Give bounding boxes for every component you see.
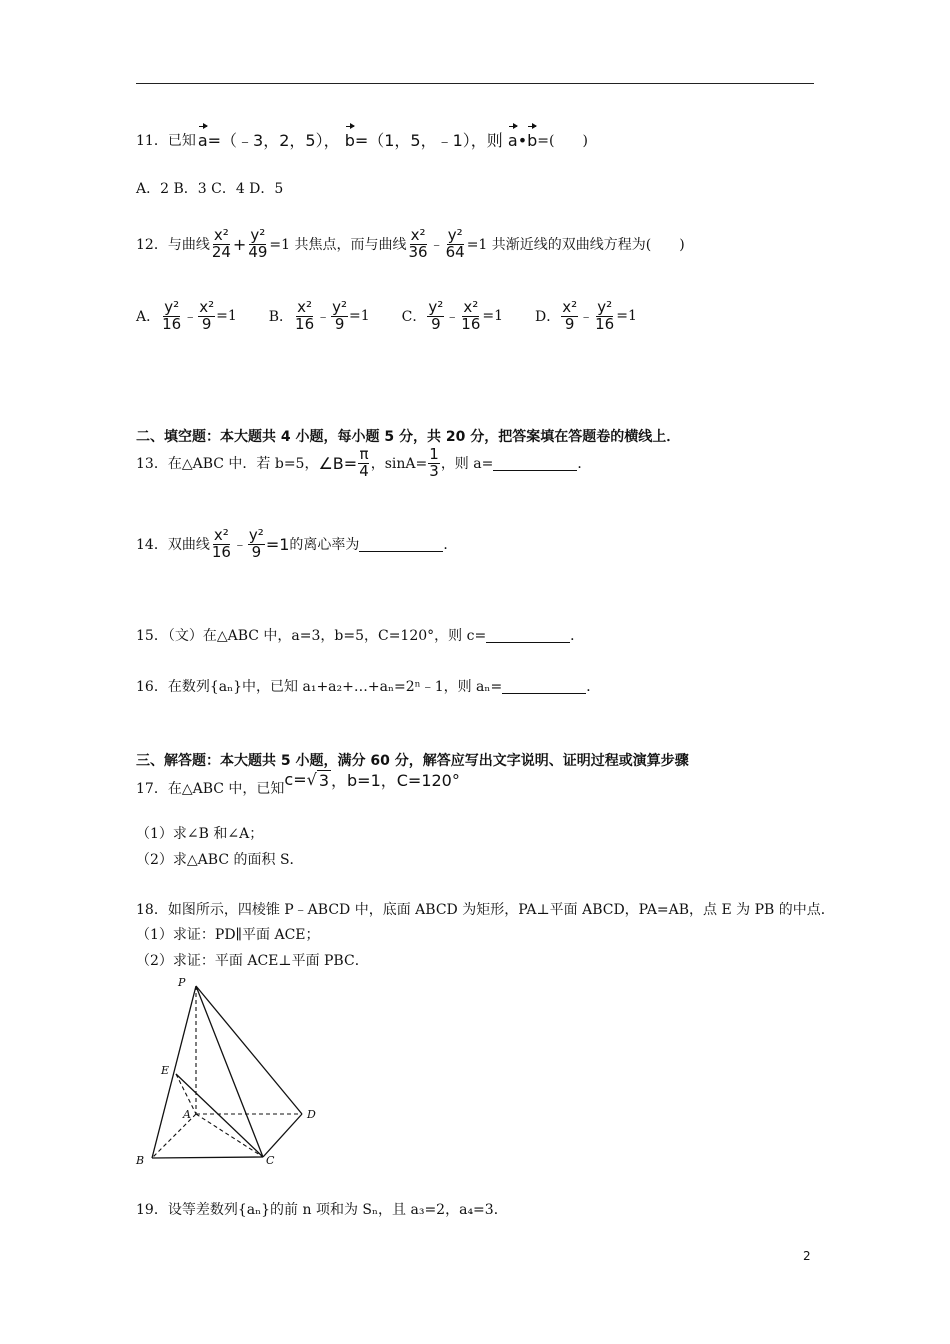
q17-sub-2: （2）求△ABC 的面积 S．	[136, 852, 304, 868]
q12-option-c: C． $\frac{\text{y²}}{9}$ ﹣ $\frac{\text{x²}}{16}$ =1	[401, 298, 504, 333]
sqrt-symbol: √ 3	[306, 769, 329, 790]
q11-options: A．2 B．3 C．4 D．5	[136, 181, 284, 197]
question-16: 16．在数列{aₙ}中，已知 a₁+a₂+…+aₙ=2ⁿ﹣1，则 aₙ= ．	[136, 679, 601, 695]
answer-blank[interactable]	[359, 537, 443, 552]
section-2-heading: 二、填空题：本大题共 4 小题，每小题 5 分，共 20 分，把答案填在答题卷的横线上．	[136, 429, 681, 445]
q11-tail: =( )	[537, 132, 588, 149]
question-15: 15．（文）在△ABC 中，a=3，b=5，C=120°，则 c= ．	[136, 628, 585, 644]
vector-a: a	[197, 131, 208, 150]
section-3-heading: 三、解答题：本大题共 5 小题，满分 60 分，解答应写出文字说明、证明过程或演算步骤	[136, 753, 689, 769]
q17-condition: c= √ 3 ，b=1，C=120°	[284, 769, 460, 790]
fraction: $\frac{\text{x²}}{24}$	[211, 226, 231, 261]
q17-sub-1: （1）求∠B 和∠A；	[136, 826, 264, 842]
fraction: $\frac{\text{x²}}{36}$	[408, 226, 428, 261]
edge-bc	[152, 1157, 263, 1158]
fraction: $\frac{\text{y²}}{9}$	[248, 526, 264, 561]
question-17: 17．在△ABC 中，已知 c= √ 3 ，b=1，C=120°	[136, 769, 460, 797]
label-d: D	[307, 1108, 316, 1121]
question-13: 13．在△ABC 中．若 b=5， ∠B= $\frac{\pi}{4}$ ，sinA= $\frac{1}{3}$ ，则 a= ．	[136, 445, 592, 480]
page-number: 2	[803, 1249, 811, 1263]
answer-blank[interactable]	[502, 679, 586, 694]
fraction: $\frac{\text{y²}}{9}$	[428, 298, 444, 333]
q12-option-b: B． $\frac{\text{x²}}{16}$ ﹣ $\frac{\text{y²}}{9}$ =1	[268, 298, 370, 333]
edge-cd	[263, 1114, 302, 1157]
q11-number: 11．已知	[136, 132, 196, 149]
label-p: P	[178, 976, 186, 989]
answer-blank[interactable]	[486, 628, 570, 643]
fraction: $\frac{\text{y²}}{16}$	[595, 298, 615, 333]
q12-option-d: D． $\frac{\text{x²}}{9}$ ﹣ $\frac{\text{y²}}{16}$ =1	[535, 298, 637, 333]
edge-pc	[196, 986, 263, 1157]
fraction: $\frac{\text{x²}}{9}$	[199, 298, 215, 333]
q18-sub-2: （2）求证：平面 ACE⊥平面 PBC．	[136, 953, 369, 969]
vector-b-value: =（1，5，﹣1），则	[354, 131, 503, 150]
q12-option-a: A． $\frac{\text{y²}}{16}$ ﹣ $\frac{\text{x²}}{9}$ =1	[136, 298, 237, 333]
vector-a-value: =（﹣3，2，5），	[207, 131, 340, 150]
fraction: $\frac{\text{x²}}{16}$	[295, 298, 315, 333]
fraction: $\frac{\text{y²}}{9}$	[332, 298, 348, 333]
edge-pd	[196, 986, 302, 1114]
q18-sub-1: （1）求证：PD∥平面 ACE；	[136, 927, 320, 943]
dot-operator: •	[517, 131, 528, 150]
edge-ac-dashed	[196, 1114, 263, 1157]
vector-b: b	[344, 131, 355, 150]
label-b: B	[136, 1154, 145, 1167]
question-11	[136, 128, 588, 151]
pyramid-figure	[130, 972, 330, 1172]
q11-expression	[198, 128, 537, 151]
angle-b: ∠B=	[318, 453, 358, 473]
dot-vector-b: b	[527, 131, 538, 150]
fraction: $\frac{\text{x²}}{16}$	[461, 298, 481, 333]
label-c: C	[266, 1154, 275, 1167]
question-14: 14．双曲线 $\frac{\text{x²}}{16}$ ﹣ $\frac{\text{y²}}{9}$ =1 的离心率为 ．	[136, 526, 458, 561]
fraction: $\frac{\text{y²}}{49}$	[248, 226, 268, 261]
label-a: A	[183, 1108, 191, 1121]
fraction: $\frac{1}{3}$	[429, 445, 439, 480]
question-12: 12．与曲线 $\frac{\text{x²}}{24}$ + $\frac{\text{y²}}{49}$ =1 共焦点，而与曲线 $\frac{\text{x²}}{36}$ ﹣ $\frac{\text{y²}}{64}$ =1 共渐近线的双曲线方程为( )	[136, 226, 685, 261]
fraction: $\frac{\text{y²}}{16}$	[162, 298, 182, 333]
q12-number: 12．与曲线	[136, 237, 210, 254]
label-e: E	[161, 1064, 170, 1077]
fraction: $\frac{\text{y²}}{64}$	[445, 226, 465, 261]
question-18: 18．如图所示，四棱锥 P﹣ABCD 中，底面 ABCD 为矩形，PA⊥平面 ABCD，PA=AB，点 E 为 PB 的中点．	[136, 902, 835, 918]
fraction: $\frac{\pi}{4}$	[359, 445, 369, 480]
question-19: 19．设等差数列{aₙ}的前 n 项和为 Sₙ，且 a₃=2，a₄=3．	[136, 1202, 508, 1218]
answer-blank[interactable]	[493, 456, 577, 471]
fraction: $\frac{\text{x²}}{9}$	[562, 298, 578, 333]
edge-pb	[152, 986, 196, 1158]
q12-options	[136, 300, 669, 333]
dot-vector-a: a	[507, 131, 518, 150]
fraction: $\frac{\text{x²}}{16}$	[211, 526, 231, 561]
header-rule	[136, 83, 814, 84]
